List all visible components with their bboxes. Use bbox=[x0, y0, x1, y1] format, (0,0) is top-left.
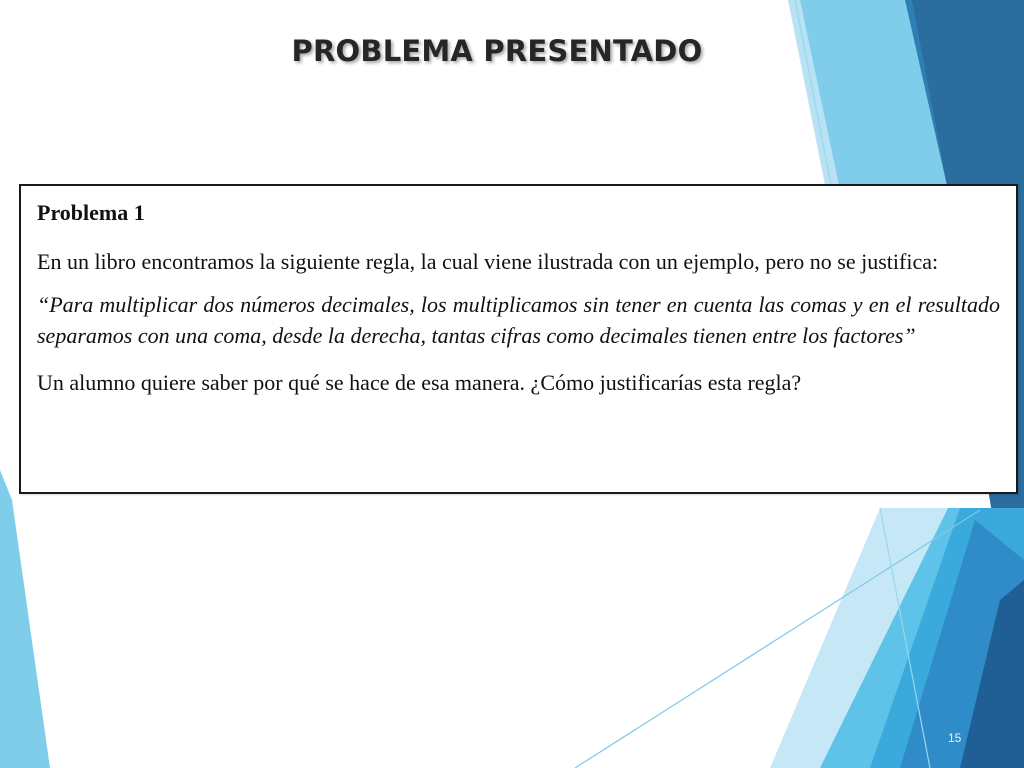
problem-intro: En un libro encontramos la siguiente regla, la cual viene ilustrada con un ejemplo, pero no se justifica: bbox=[37, 249, 939, 274]
page-number: 15 bbox=[948, 731, 962, 745]
page-title: PROBLEMA PRESENTADO bbox=[291, 34, 703, 68]
problem-box bbox=[19, 184, 1018, 494]
rule-quote: “Para multiplicar dos números decimales, los multiplicamos sin tener en cuenta las comas y en el resultado separamos con una coma, desde la derecha, tantas cifras como decimales tienen entre los factores” bbox=[37, 292, 1000, 348]
left-light-blue-sliver bbox=[0, 470, 50, 768]
problem-heading: Problema 1 bbox=[37, 200, 145, 225]
problem-question: Un alumno quiere saber por qué se hace de esa manera. ¿Cómo justificarías esta regla? bbox=[37, 370, 802, 395]
